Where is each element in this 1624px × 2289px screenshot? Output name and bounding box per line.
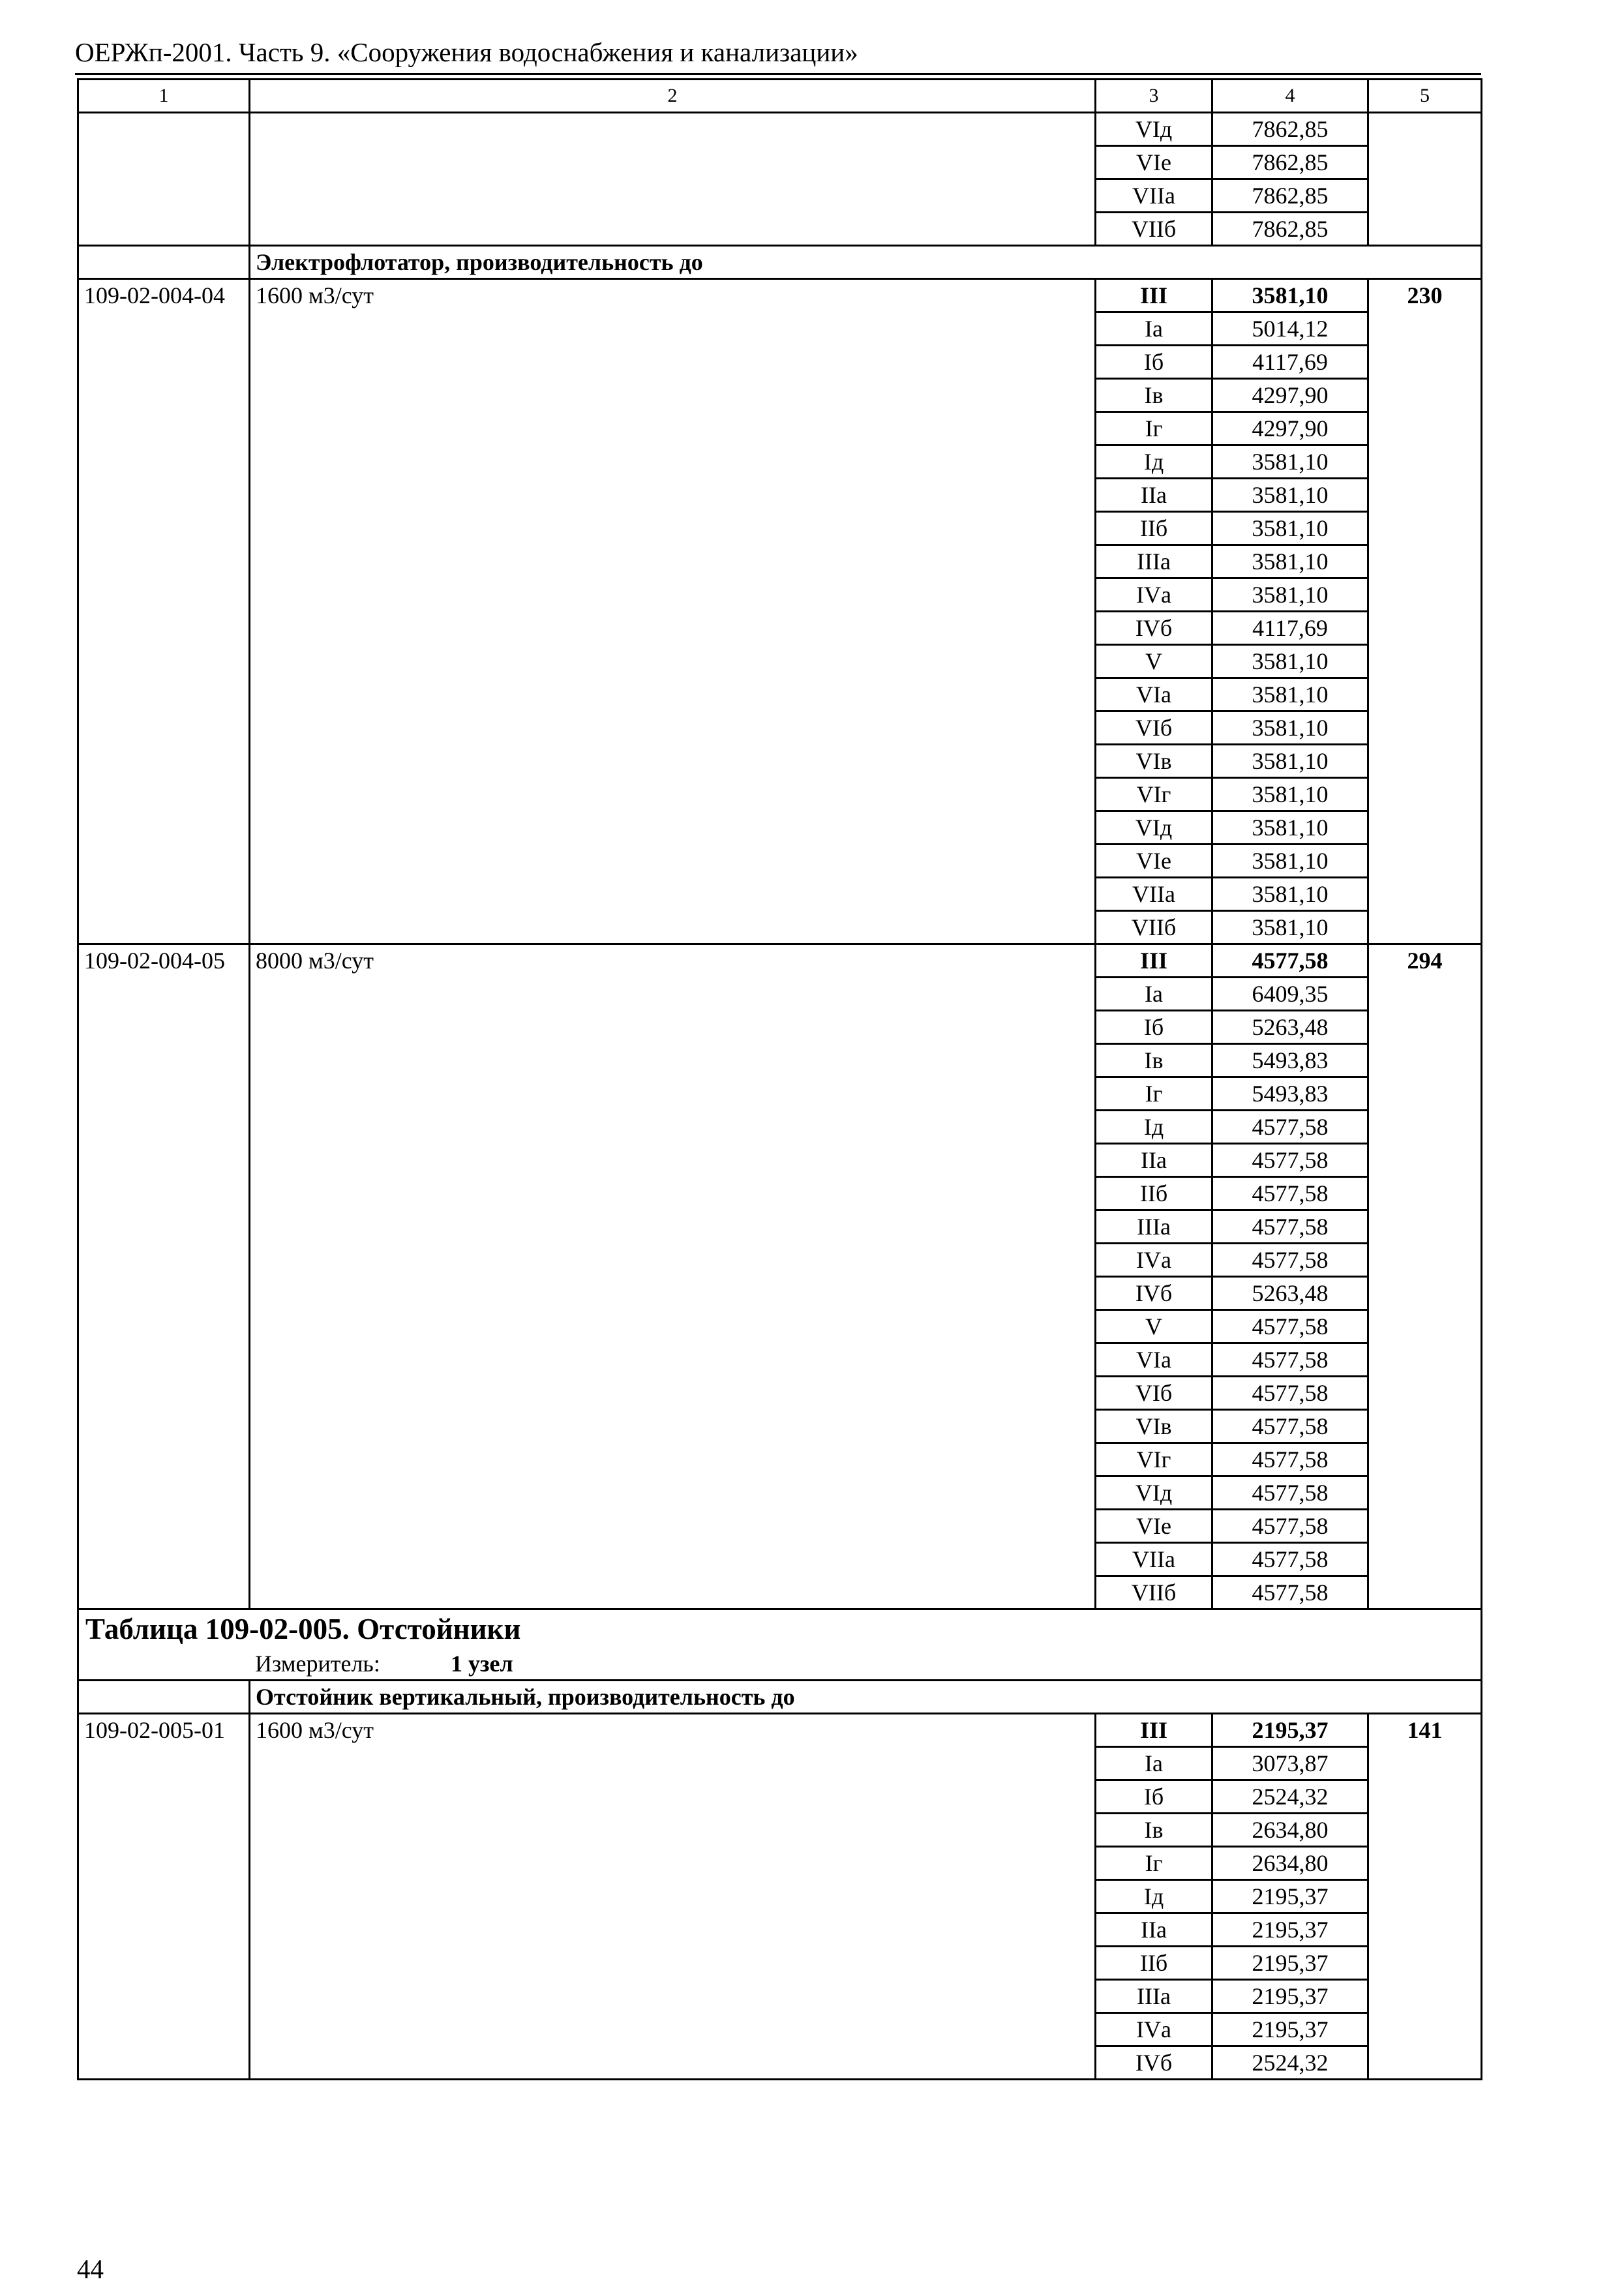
price-cell: 4577,58	[1212, 944, 1368, 978]
item-total: 141	[1368, 1714, 1482, 2080]
item-total: 230	[1368, 279, 1482, 944]
zone-cell: Iб	[1096, 1780, 1212, 1814]
zone-cell: Iд	[1096, 445, 1212, 479]
zone-cell: VIIб	[1096, 213, 1212, 246]
price-cell: 3581,10	[1212, 745, 1368, 778]
zone-cell: III	[1096, 279, 1212, 312]
price-cell: 3581,10	[1212, 711, 1368, 745]
price-cell: 3581,10	[1212, 845, 1368, 878]
zone-cell: VIд	[1096, 811, 1212, 845]
price-cell: 4577,58	[1212, 1543, 1368, 1576]
price-cell: 3581,10	[1212, 811, 1368, 845]
zone-cell: Iа	[1096, 978, 1212, 1011]
zone-cell: VIIб	[1096, 911, 1212, 944]
zone-cell: VIIа	[1096, 878, 1212, 911]
price-cell: 3581,10	[1212, 279, 1368, 312]
price-cell: 7862,85	[1212, 113, 1368, 146]
column-number-row	[78, 80, 1482, 113]
zone-cell: IVб	[1096, 1277, 1212, 1310]
zone-cell: Iа	[1096, 312, 1212, 346]
group-heading-spacer	[78, 1681, 250, 1714]
price-cell: 2195,37	[1212, 1913, 1368, 1947]
price-cell: 4577,58	[1212, 1410, 1368, 1443]
item-name: 1600 м3/сут	[250, 279, 1096, 944]
zone-cell: IVа	[1096, 1244, 1212, 1277]
table-row	[78, 1714, 1482, 1747]
zone-cell: IVа	[1096, 578, 1212, 612]
zone-cell: VIIа	[1096, 179, 1212, 213]
price-cell: 4577,58	[1212, 1244, 1368, 1277]
zone-cell: VIб	[1096, 711, 1212, 745]
price-cell: 4577,58	[1212, 1210, 1368, 1244]
zone-cell: IIб	[1096, 1947, 1212, 1980]
zone-cell: IVб	[1096, 612, 1212, 645]
price-cell: 4577,58	[1212, 1510, 1368, 1543]
table-title-row	[78, 1609, 1482, 1649]
price-cell: 4577,58	[1212, 1177, 1368, 1210]
group-heading: Электрофлотатор, производительность до	[250, 246, 1482, 279]
price-cell: 4577,58	[1212, 1377, 1368, 1410]
price-cell: 2195,37	[1212, 1714, 1368, 1747]
meter-value: 1 узел	[451, 1651, 513, 1677]
zone-cell: VIе	[1096, 1510, 1212, 1543]
price-cell: 2195,37	[1212, 1880, 1368, 1913]
zone-cell: VIг	[1096, 1443, 1212, 1476]
zone-cell: III	[1096, 944, 1212, 978]
price-table	[77, 78, 1482, 2080]
price-cell: 2634,80	[1212, 1847, 1368, 1880]
group-heading-row	[78, 246, 1482, 279]
meter-label: Измеритель:	[255, 1651, 380, 1677]
price-cell: 3581,10	[1212, 479, 1368, 512]
zone-cell: VIе	[1096, 146, 1212, 179]
price-cell: 3581,10	[1212, 578, 1368, 612]
price-cell: 4577,58	[1212, 1310, 1368, 1343]
price-cell: 5493,83	[1212, 1077, 1368, 1111]
zone-cell: VIб	[1096, 1377, 1212, 1410]
zone-cell: IIIа	[1096, 1210, 1212, 1244]
price-cell: 5014,12	[1212, 312, 1368, 346]
zone-cell: VIа	[1096, 1343, 1212, 1377]
column-number: 5	[1368, 80, 1482, 113]
zone-cell: IIб	[1096, 512, 1212, 545]
zone-cell: IIб	[1096, 1177, 1212, 1210]
zone-cell: Iд	[1096, 1880, 1212, 1913]
group-heading: Отстойник вертикальный, производительность до	[250, 1681, 1482, 1714]
zone-cell: Iб	[1096, 1011, 1212, 1044]
zone-cell: IVа	[1096, 2013, 1212, 2046]
price-cell: 6409,35	[1212, 978, 1368, 1011]
price-cell: 3581,10	[1212, 778, 1368, 811]
code-cell	[78, 113, 250, 246]
column-number: 2	[250, 80, 1096, 113]
table-row	[78, 279, 1482, 312]
zone-cell: Iг	[1096, 412, 1212, 445]
meter-cell	[78, 1648, 1482, 1681]
zone-cell: V	[1096, 1310, 1212, 1343]
price-cell: 3581,10	[1212, 445, 1368, 479]
zone-cell: VIе	[1096, 845, 1212, 878]
zone-cell: VIд	[1096, 1476, 1212, 1510]
column-number: 3	[1096, 80, 1212, 113]
zone-cell: IIа	[1096, 1144, 1212, 1177]
table-title: Таблица 109-02-005. Отстойники	[78, 1609, 1482, 1649]
table-row	[78, 113, 1482, 146]
price-cell: 2524,32	[1212, 2046, 1368, 2080]
price-cell: 2195,37	[1212, 2013, 1368, 2046]
price-cell: 7862,85	[1212, 146, 1368, 179]
price-table-body	[78, 80, 1482, 2080]
item-total: 294	[1368, 944, 1482, 1609]
group-heading-spacer	[78, 246, 250, 279]
total-cell	[1368, 113, 1482, 246]
zone-cell: VIг	[1096, 778, 1212, 811]
header-rule	[75, 73, 1481, 75]
zone-cell: IVб	[1096, 2046, 1212, 2080]
price-cell: 2524,32	[1212, 1780, 1368, 1814]
item-name: 8000 м3/сут	[250, 944, 1096, 1609]
zone-cell: Iв	[1096, 1814, 1212, 1847]
meter-row	[78, 1648, 1482, 1681]
zone-cell: Iв	[1096, 379, 1212, 412]
price-cell: 3581,10	[1212, 878, 1368, 911]
price-cell: 2195,37	[1212, 1947, 1368, 1980]
zone-cell: Iа	[1096, 1747, 1212, 1780]
price-cell: 4577,58	[1212, 1476, 1368, 1510]
price-cell: 3581,10	[1212, 545, 1368, 578]
price-cell: 4577,58	[1212, 1111, 1368, 1144]
item-name: 1600 м3/сут	[250, 1714, 1096, 2080]
zone-cell: VIв	[1096, 745, 1212, 778]
price-cell: 4577,58	[1212, 1576, 1368, 1609]
price-cell: 5263,48	[1212, 1011, 1368, 1044]
zone-cell: VIIа	[1096, 1543, 1212, 1576]
price-cell: 5493,83	[1212, 1044, 1368, 1077]
price-cell: 4297,90	[1212, 379, 1368, 412]
price-cell: 4577,58	[1212, 1343, 1368, 1377]
zone-cell: IIа	[1096, 1913, 1212, 1947]
price-cell: 4577,58	[1212, 1443, 1368, 1476]
price-cell: 7862,85	[1212, 179, 1368, 213]
price-cell: 4117,69	[1212, 612, 1368, 645]
zone-cell: IIа	[1096, 479, 1212, 512]
zone-cell: IIIа	[1096, 545, 1212, 578]
price-cell: 3581,10	[1212, 512, 1368, 545]
page-number: 44	[77, 2254, 104, 2284]
zone-cell: V	[1096, 645, 1212, 678]
price-cell: 2195,37	[1212, 1980, 1368, 2013]
zone-cell: VIа	[1096, 678, 1212, 711]
zone-cell: Iв	[1096, 1044, 1212, 1077]
zone-cell: IIIа	[1096, 1980, 1212, 2013]
zone-cell: Iд	[1096, 1111, 1212, 1144]
zone-cell: III	[1096, 1714, 1212, 1747]
column-number: 4	[1212, 80, 1368, 113]
page-header: ОЕРЖп-2001. Часть 9. «Сооружения водоснабжения и канализации»	[75, 37, 858, 67]
price-cell: 3581,10	[1212, 678, 1368, 711]
price-cell: 7862,85	[1212, 213, 1368, 246]
group-heading-row	[78, 1681, 1482, 1714]
name-cell	[250, 113, 1096, 246]
table-row	[78, 944, 1482, 978]
item-code: 109-02-004-04	[78, 279, 250, 944]
price-cell: 3073,87	[1212, 1747, 1368, 1780]
zone-cell: VIIб	[1096, 1576, 1212, 1609]
price-cell: 3581,10	[1212, 645, 1368, 678]
zone-cell: Iг	[1096, 1077, 1212, 1111]
price-cell: 3581,10	[1212, 911, 1368, 944]
item-code: 109-02-004-05	[78, 944, 250, 1609]
column-number: 1	[78, 80, 250, 113]
price-cell: 4297,90	[1212, 412, 1368, 445]
price-cell: 4117,69	[1212, 346, 1368, 379]
zone-cell: VIд	[1096, 113, 1212, 146]
price-cell: 5263,48	[1212, 1277, 1368, 1310]
price-cell: 4577,58	[1212, 1144, 1368, 1177]
zone-cell: VIв	[1096, 1410, 1212, 1443]
zone-cell: Iб	[1096, 346, 1212, 379]
price-cell: 2634,80	[1212, 1814, 1368, 1847]
zone-cell: Iг	[1096, 1847, 1212, 1880]
item-code: 109-02-005-01	[78, 1714, 250, 2080]
